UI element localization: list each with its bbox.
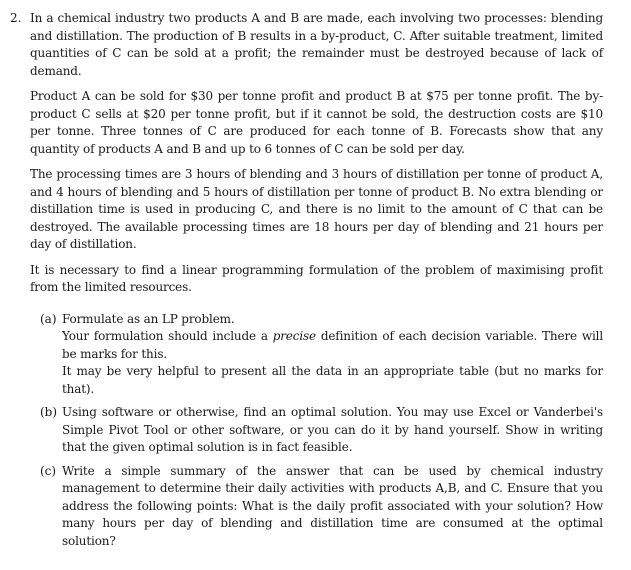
part-b xyxy=(40,404,603,457)
part-b-label: (b) xyxy=(40,405,58,419)
question-body xyxy=(30,10,603,556)
part-a-line-3: It may be very helpful to present all the data in an appropriate table (but no marks for that). xyxy=(62,364,603,396)
part-a-line-2-emphasis: precise xyxy=(272,329,316,343)
part-b-body xyxy=(62,404,603,457)
part-a-label: (a) xyxy=(40,311,57,326)
part-a-body xyxy=(62,311,603,399)
part-a-line-2-end: definition of each decision variable. There will be marks for this. xyxy=(62,329,604,361)
part-a-line-2-start: Your formulation should include a xyxy=(62,329,273,343)
paragraph-processing-times: The processing times are 3 hours of blending and 3 hours of distillation per tonne of product A, and 4 hours of blending and 5 hours of distillation per tonne of product B. No extra blending or distillation time is used in producing C, and there is no limit to the amount of C that can be destroyed. The available processing times are 18 hours per day of blending and 21 hours per day of distillation. xyxy=(30,167,603,251)
question-parts xyxy=(30,311,603,551)
part-a-line-2 xyxy=(62,328,603,363)
paragraph-objective: It is necessary to find a linear programming formulation of the problem of maximising profit from the limited resources. xyxy=(30,262,603,294)
part-b-text: Using software or otherwise, find an optimal solution. You may use Excel or Vanderbei's Simple Pivot Tool or other software, or you can do it by hand yourself. Show in writing that the given optimal solution is in fact feasible. xyxy=(62,405,603,454)
paragraph-intro: In a chemical industry two products A and B are made, each involving two processes: blending and distillation. The production of B results in a by-product, C. After suitable treatment, limited quantities of C can be sold at a profit; the remainder must be destroyed because of lack of demand. xyxy=(30,11,603,78)
question-number: 2. xyxy=(10,11,22,25)
paragraph-profits: Product A can be sold for $30 per tonne profit and product B at $75 per tonne profit. The by-product C sells at $20 per tonne profit, but if it cannot be sold, the destruction costs are $10 per tonne. Three tonnes of C are produced for each tonne of B. Forecasts show that any quantity of products A and B and up to 6 tonnes of C can be sold per day. xyxy=(30,89,603,156)
part-a xyxy=(40,311,603,399)
part-c-label: (c) xyxy=(40,463,57,478)
part-a-line-1: Formulate as an LP problem. xyxy=(62,311,235,326)
part-c xyxy=(40,463,603,551)
part-c-body xyxy=(62,463,603,551)
part-c-text: Write a simple summary of the answer that can be used by chemical industry management to determine their daily activities with products A,B, and C. Ensure that you address the following points: What is the daily profit associated with your solution? How many hours per day of blending and distillation time are consumed at the optimal solution? xyxy=(62,463,603,548)
problem-2 xyxy=(10,10,603,556)
